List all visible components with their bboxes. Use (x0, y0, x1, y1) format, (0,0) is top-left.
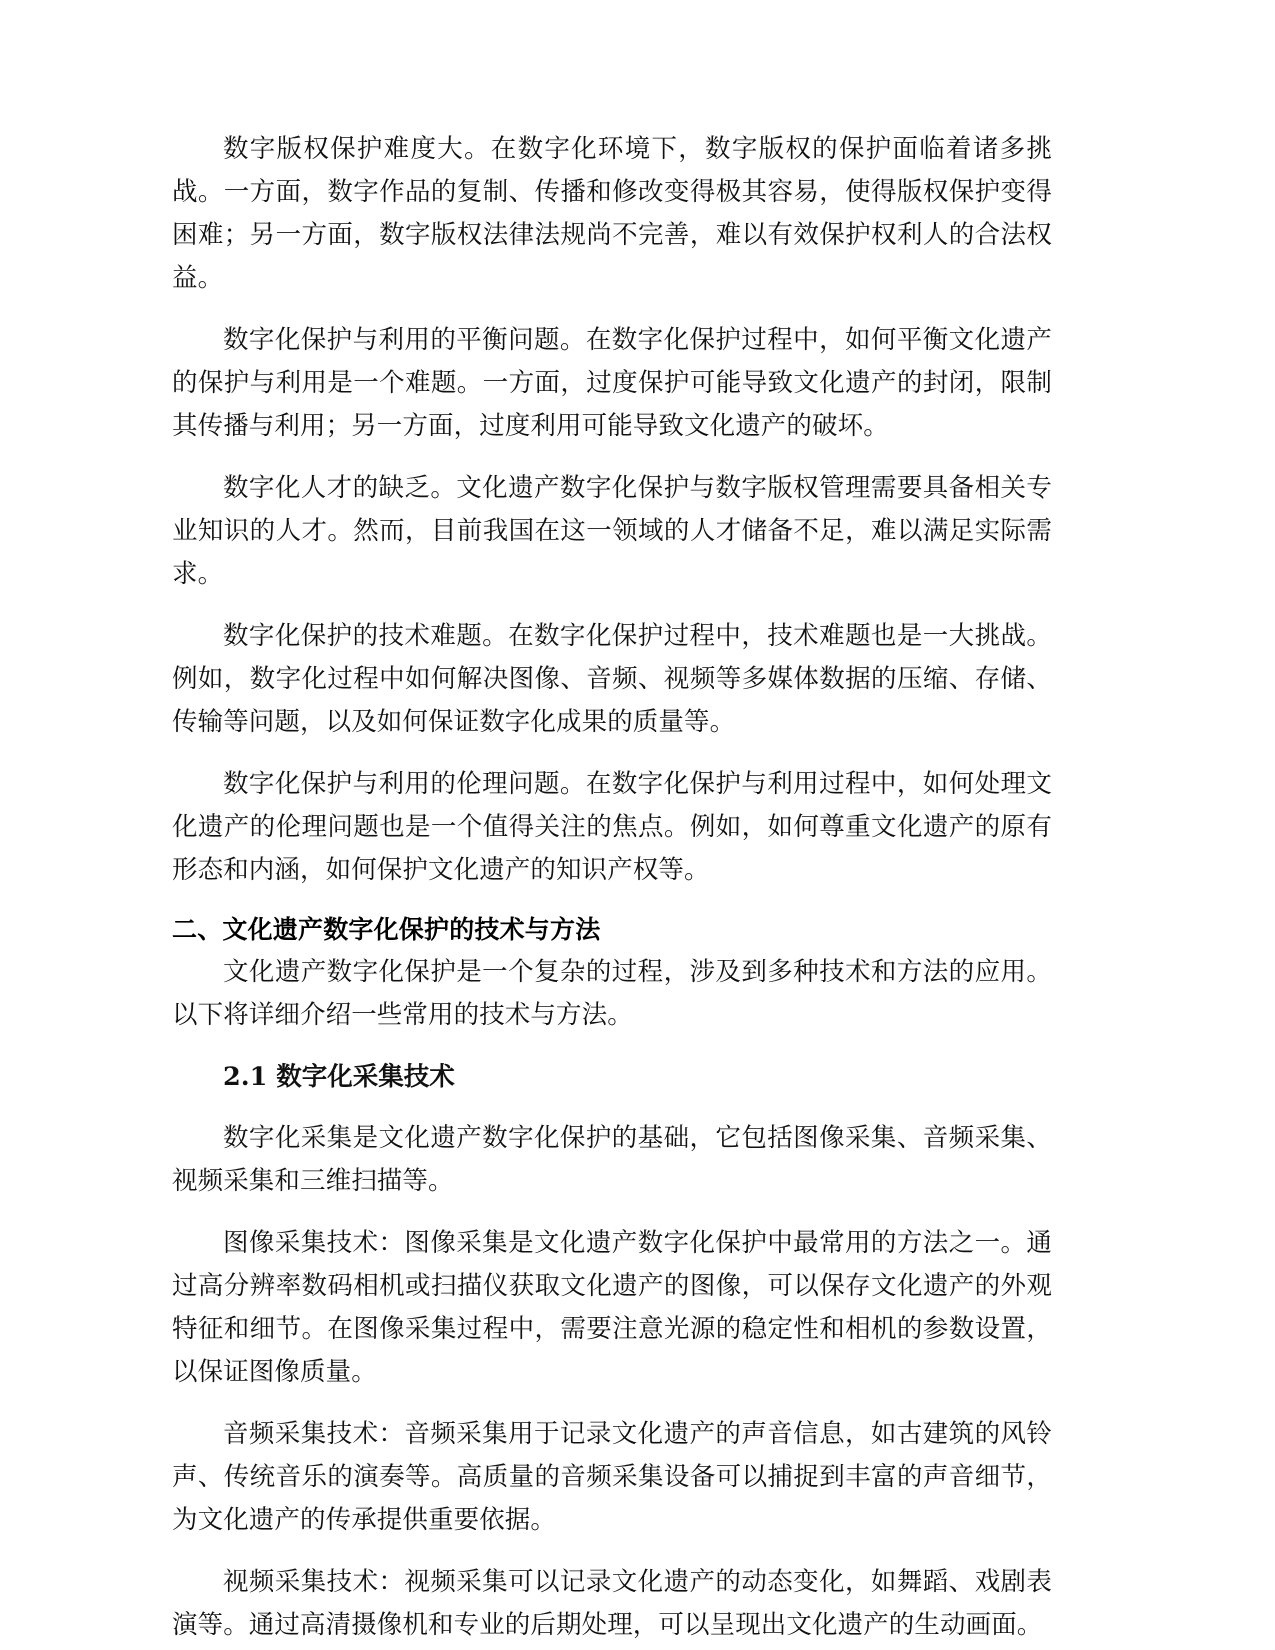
paragraph-talent-shortage: 数字化人才的缺乏。文化遗产数字化保护与数字版权管理需要具备相关专业知识的人才。然而，目前我国在这一领域的人才储备不足，难以满足实际需求。 (172, 473, 1052, 589)
paragraph-section-intro: 文化遗产数字化保护是一个复杂的过程，涉及到多种技术和方法的应用。以下将详细介绍一些常用的技术与方法。 (172, 957, 1052, 1030)
paragraph-technical-challenges: 数字化保护的技术难题。在数字化保护过程中，技术难题也是一大挑战。例如，数字化过程中如何解决图像、音频、视频等多媒体数据的压缩、存储、传输等问题，以及如何保证数字化成果的质量等。 (172, 621, 1052, 737)
document-text-column (172, 128, 1052, 1650)
paragraph-ethical-issues: 数字化保护与利用的伦理问题。在数字化保护与利用过程中，如何处理文化遗产的伦理问题也是一个值得关注的焦点。例如，如何尊重文化遗产的原有形态和内涵，如何保护文化遗产的知识产权等。 (172, 769, 1052, 885)
paragraph-digital-copyright-difficulty: 数字版权保护难度大。在数字化环境下，数字版权的保护面临着诸多挑战。一方面，数字作品的复制、传播和修改变得极其容易，使得版权保护变得困难；另一方面，数字版权法律法规尚不完善，难以有效保护权利人的合法权益。 (172, 134, 1052, 293)
paragraph-image-acquisition: 图像采集技术：图像采集是文化遗产数字化保护中最常用的方法之一。通过高分辨率数码相机或扫描仪获取文化遗产的图像，可以保存文化遗产的外观特征和细节。在图像采集过程中，需要注意光源的稳定性和相机的参数设置，以保证图像质量。 (172, 1228, 1052, 1387)
section-heading-technologies-and-methods: 二、文化遗产数字化保护的技术与方法 (172, 915, 601, 944)
paragraph-acquisition-overview: 数字化采集是文化遗产数字化保护的基础，它包括图像采集、音频采集、视频采集和三维扫描等。 (172, 1123, 1052, 1196)
paragraph-audio-acquisition: 音频采集技术：音频采集用于记录文化遗产的声音信息，如古建筑的风铃声、传统音乐的演奏等。高质量的音频采集设备可以捕捉到丰富的声音细节，为文化遗产的传承提供重要依据。 (172, 1419, 1052, 1535)
sub-heading-digital-acquisition-technology: 2.1 数字化采集技术 (223, 1062, 455, 1092)
paragraph-video-acquisition: 视频采集技术：视频采集可以记录文化遗产的动态变化，如舞蹈、戏剧表演等。通过高清摄像机和专业的后期处理，可以呈现出文化遗产的生动画面。 (172, 1567, 1052, 1640)
paragraph-protection-utilization-balance: 数字化保护与利用的平衡问题。在数字化保护过程中，如何平衡文化遗产的保护与利用是一个难题。一方面，过度保护可能导致文化遗产的封闭，限制其传播与利用；另一方面，过度利用可能导致文化遗产的破坏。 (172, 325, 1052, 441)
